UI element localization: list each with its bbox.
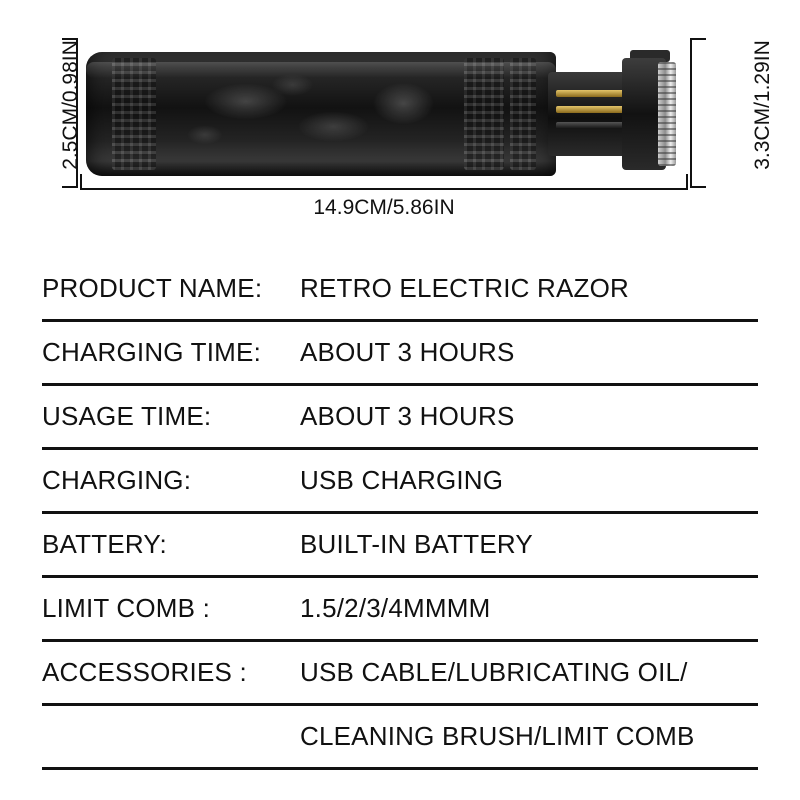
dimension-tick xyxy=(80,174,82,190)
table-row xyxy=(42,322,758,386)
dimension-line xyxy=(690,38,692,188)
spec-table xyxy=(42,258,758,770)
spec-value: 1.5/2/3/4MMMM xyxy=(300,593,491,623)
razor-contact-pin xyxy=(556,90,628,97)
razor-contact-pin xyxy=(556,122,628,129)
spec-value: BUILT-IN BATTERY xyxy=(300,529,533,559)
table-row xyxy=(42,450,758,514)
dimension-height-right-label: 3.3CM/1.29IN xyxy=(751,40,774,170)
spec-label: LIMIT COMB : xyxy=(42,593,211,623)
dimension-height-left-label: 2.5CM/0.98IN xyxy=(59,40,82,170)
spec-label: USAGE TIME: xyxy=(42,401,212,431)
spec-value: USB CHARGING xyxy=(300,465,504,495)
razor-blade-teeth xyxy=(658,62,676,166)
dimension-tick xyxy=(686,174,688,190)
table-row xyxy=(42,642,758,706)
spec-label: CHARGING TIME: xyxy=(42,337,262,367)
razor-body xyxy=(86,52,556,176)
spec-label: PRODUCT NAME: xyxy=(42,273,263,303)
spec-value: RETRO ELECTRIC RAZOR xyxy=(300,273,630,303)
table-row xyxy=(42,386,758,450)
dimension-tick xyxy=(690,38,706,40)
razor-neck xyxy=(548,72,626,156)
table-row xyxy=(42,514,758,578)
razor-illustration xyxy=(86,44,682,184)
table-row xyxy=(42,258,758,322)
spec-label: BATTERY: xyxy=(42,529,167,559)
dimension-tick xyxy=(690,186,706,188)
dimension-length-label: 14.9CM/5.86IN xyxy=(313,196,455,219)
dimension-height-right xyxy=(690,38,774,188)
razor-contact-pin xyxy=(556,106,628,113)
spec-label: CHARGING: xyxy=(42,465,192,495)
product-image-area xyxy=(0,0,800,240)
spec-label: ACCESSORIES : xyxy=(42,657,247,687)
spec-value: CLEANING BRUSH/LIMIT COMB xyxy=(300,721,695,751)
spec-value: USB CABLE/LUBRICATING OIL/ xyxy=(300,657,688,687)
table-row xyxy=(42,706,758,770)
dimension-line xyxy=(80,188,688,190)
spec-value: ABOUT 3 HOURS xyxy=(300,401,515,431)
table-row xyxy=(42,578,758,642)
dimension-tick xyxy=(62,186,78,188)
spec-value: ABOUT 3 HOURS xyxy=(300,337,515,367)
dimension-length-bottom xyxy=(80,188,688,228)
dimension-height-left xyxy=(48,38,82,188)
razor-highlight xyxy=(86,62,556,78)
